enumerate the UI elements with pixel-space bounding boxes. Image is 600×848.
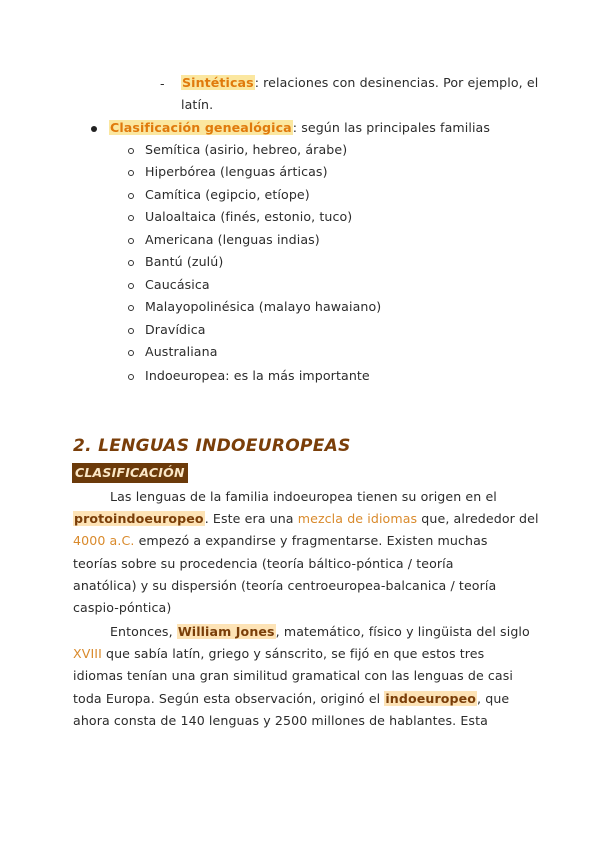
para1-line4: teorías sobre su procedencia (teoría báltico-póntica / teoría: [73, 556, 454, 571]
para1-line6: caspio-póntica): [73, 600, 172, 615]
list-item: Australiana: [145, 344, 218, 359]
circle-bullet: [128, 283, 134, 289]
circle-bullet: [128, 193, 134, 199]
list-item: Caucásica: [145, 277, 210, 292]
list-item: Malayopolinésica (malayo hawaiano): [145, 299, 382, 314]
list-item: Hiperbórea (lenguas árticas): [145, 164, 328, 179]
term-century: XVIII: [73, 646, 102, 661]
circle-bullet: [128, 328, 134, 334]
list-item: Semítica (asirio, hebreo, árabe): [145, 142, 348, 157]
para1-line5: anatólica) y su dispersión (teoría centroeuropea-balcanica / teoría: [73, 578, 497, 593]
genealogica-desc: : según las principales familias: [292, 120, 491, 135]
circle-bullet: [128, 350, 134, 356]
circle-bullet: [128, 374, 134, 380]
bullet-dot: [91, 126, 97, 132]
list-item: Americana (lenguas indias): [145, 232, 320, 247]
sinteticas-line: [181, 75, 538, 90]
genealogica-line: [109, 120, 490, 135]
term-indoeuropeo: indoeuropeo: [385, 691, 477, 706]
term-protoindoeuropeo: protoindoeuropeo: [74, 511, 204, 526]
para2-line1: Entonces, William Jones, matemático, físico y lingüista del siglo: [110, 624, 530, 639]
para2-line2: XVIII que sabía latín, griego y sánscrito, se fijó en que estos tres: [73, 646, 485, 661]
list-item: Indoeuropea: es la más importante: [145, 368, 370, 383]
list-item: Ualoaltaica (finés, estonio, tuco): [145, 209, 353, 224]
circle-bullet: [128, 215, 134, 221]
list-item: Dravídica: [145, 322, 206, 337]
term-mezcla: mezcla de idiomas: [297, 511, 418, 526]
circle-bullet: [128, 305, 134, 311]
list-item: Bantú (zulú): [145, 254, 224, 269]
para1-line3: 4000 a.C. empezó a expandirse y fragmentarse. Existen muchas: [73, 533, 488, 548]
sinteticas-desc: : relaciones con desinencias. Por ejemplo, el: [254, 75, 539, 90]
term-william-jones: William Jones: [177, 624, 275, 639]
term-date: 4000 a.C.: [73, 533, 135, 548]
dash-bullet: -: [160, 76, 165, 91]
para1-line1: Las lenguas de la familia indoeuropea tienen su origen en el: [110, 489, 497, 504]
sinteticas-term: Sintéticas: [182, 75, 254, 90]
para1-line2: protoindoeuropeo. Este era una mezcla de idiomas que, alrededor del: [74, 511, 539, 526]
sinteticas-desc-cont: latín.: [181, 97, 214, 112]
circle-bullet: [128, 238, 134, 244]
para2-line3: idiomas tenían una gran similitud gramatical con las lenguas de casi: [73, 668, 513, 683]
circle-bullet: [128, 148, 134, 154]
list-item: Camítica (egipcio, etíope): [145, 187, 310, 202]
circle-bullet: [128, 170, 134, 176]
section-heading: 2. LENGUAS INDOEUROPEAS: [73, 436, 351, 456]
section-subheading: CLASIFICACIÓN: [72, 463, 188, 483]
circle-bullet: [128, 260, 134, 266]
para2-line5: ahora consta de 140 lenguas y 2500 millones de hablantes. Esta: [73, 713, 488, 728]
genealogica-term: Clasificación genealógica: [110, 120, 292, 135]
para2-line4: toda Europa. Según esta observación, originó el indoeuropeo, que: [73, 691, 510, 706]
